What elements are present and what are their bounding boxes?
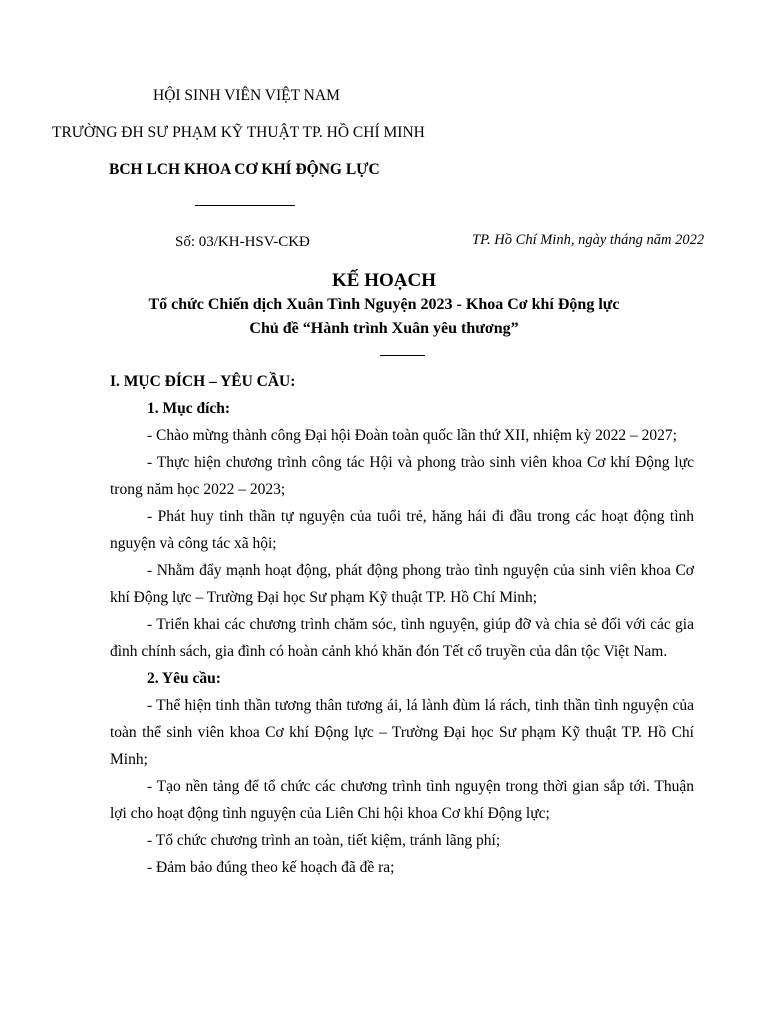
document-subtitle-1: Tổ chức Chiến dịch Xuân Tình Nguyện 2023 - Khoa Cơ khí Động lực [148, 296, 620, 313]
list-item: - Phát huy tinh thần tự nguyện của tuổi trẻ, hăng hái đi đầu trong các hoạt động tình nguyện và công tác xã hội; [110, 508, 694, 552]
list-item: - Tổ chức chương trình an toàn, tiết kiệm, tránh lãng phí; [147, 832, 501, 849]
header-divider [195, 205, 295, 206]
document-title: KẾ HOẠCH [332, 270, 436, 291]
org-name-line-1: HỘI SINH VIÊN VIỆT NAM [153, 87, 340, 104]
subsection-heading-purpose: 1. Mục đích: [147, 400, 231, 417]
org-name-line-3: BCH LCH KHOA CƠ KHÍ ĐỘNG LỰC [109, 161, 380, 178]
list-item: - Tạo nền tảng để tổ chức các chương trình tình nguyện trong thời gian sắp tới. Thuận lợi cho hoạt động tình nguyện của Liên Chi hội khoa Cơ khí Động lực; [110, 778, 694, 822]
document-body [110, 368, 694, 881]
document-number: Số: 03/KH-HSV-CKĐ [175, 234, 310, 250]
subsection-heading-requirements: 2. Yêu cầu: [147, 670, 221, 687]
list-item: - Triển khai các chương trình chăm sóc, tình nguyện, giúp đỡ và chia sẻ đối với các gia đình chính sách, gia đình có hoàn cảnh khó khăn đón Tết cổ truyền của dân tộc Việt Nam. [110, 616, 694, 660]
title-divider [380, 355, 425, 356]
list-item: - Chào mừng thành công Đại hội Đoàn toàn quốc lần thứ XII, nhiệm kỳ 2022 – 2027; [147, 427, 677, 444]
document-subtitle-2: Chủ đề “Hành trình Xuân yêu thương” [249, 320, 519, 337]
list-item: - Thực hiện chương trình công tác Hội và phong trào sinh viên khoa Cơ khí Động lực trong năm học 2022 – 2023; [110, 454, 694, 498]
place-date: TP. Hồ Chí Minh, ngày tháng năm 2022 [472, 232, 705, 248]
org-name-line-2: TRƯỜNG ĐH SƯ PHẠM KỸ THUẬT TP. HỒ CHÍ MINH [52, 124, 425, 141]
list-item: - Thể hiện tinh thần tương thân tương ái, lá lành đùm lá rách, tinh thần tình nguyện của toàn thể sinh viên khoa Cơ khí Động lực – Trường Đại học Sư phạm Kỹ thuật TP. Hồ Chí Minh; [110, 697, 694, 768]
list-item: - Đảm bảo đúng theo kế hoạch đã đề ra; [147, 859, 395, 876]
list-item: - Nhằm đẩy mạnh hoạt động, phát động phong trào tình nguyện của sinh viên khoa Cơ khí Động lực – Trường Đại học Sư phạm Kỹ thuật TP. Hồ Chí Minh; [110, 562, 694, 606]
section-heading: I. MỤC ĐÍCH – YÊU CẦU: [110, 373, 296, 390]
